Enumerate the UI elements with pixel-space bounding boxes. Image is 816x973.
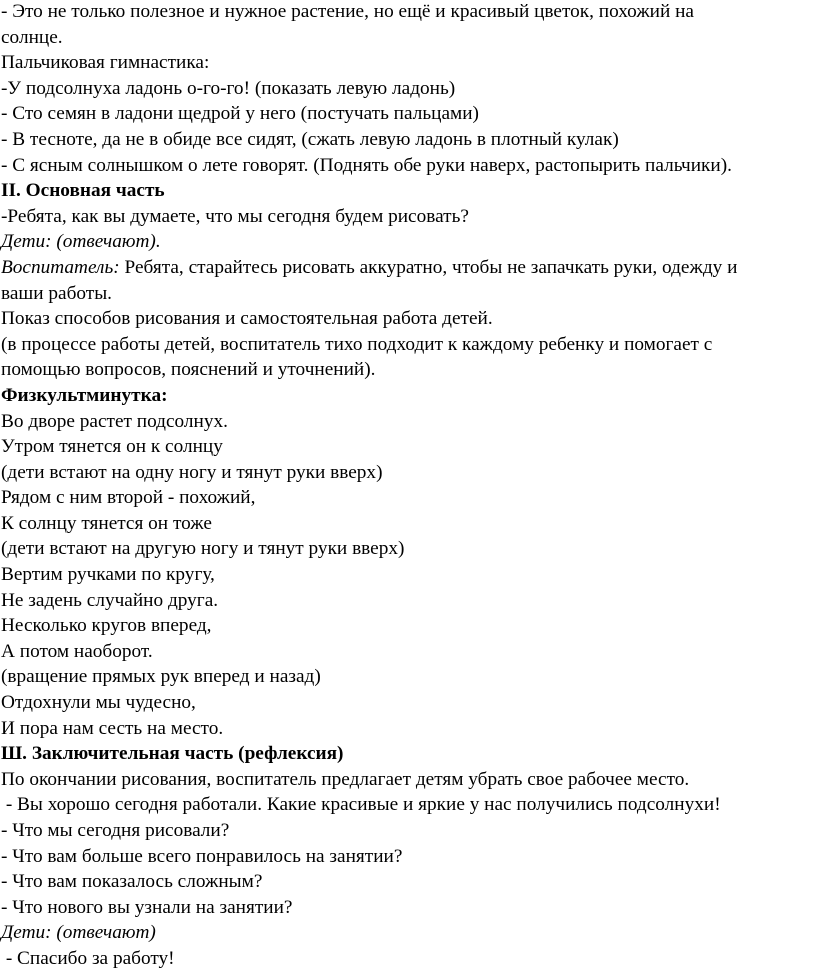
poem-line: Вертим ручками по кругу, <box>1 564 215 586</box>
finger-gym-line: - В тесноте, да не в обиде все сидят, (сжать левую ладонь в плотный кулак) <box>1 128 619 150</box>
praise-line: - Вы хорошо сегодня работали. Какие красивые и яркие у нас получились подсолнухи! <box>1 794 721 816</box>
poem-line: (дети встают на одну ногу и тянут руки вверх) <box>1 461 383 483</box>
children-answer: Дети: (отвечают). <box>1 231 161 253</box>
finger-gym-title: Пальчиковая гимнастика: <box>1 52 210 74</box>
main-part-heading: II. Основная часть <box>1 180 165 202</box>
reflection-question: - Что вам показалось сложным? <box>1 871 263 893</box>
document-page <box>1 0 811 972</box>
teacher-label: Воспитатель: <box>1 256 120 278</box>
poem-line: (вращение прямых рук вперед и назад) <box>1 666 321 688</box>
poem-line: К солнцу тянется он тоже <box>1 512 212 534</box>
process-line: (в процессе работы детей, воспитатель тихо подходит к каждому ребенку и помогает с <box>1 333 713 355</box>
teacher-remark <box>1 255 811 281</box>
intro-line: солнце. <box>1 26 63 48</box>
finger-gym-line: - Сто семян в ладони щедрой у него (постучать пальцами) <box>1 103 479 125</box>
final-part-heading: Ш. Заключительная часть (рефлексия) <box>1 743 344 765</box>
poem-line: Утром тянется он к солнцу <box>1 436 223 458</box>
reflection-question: - Что мы сегодня рисовали? <box>1 820 230 841</box>
reflection-question: - Что вам больше всего понравилось на занятии? <box>1 845 403 867</box>
teacher-remark-text: Ребята, старайтесь рисовать аккуратно, чтобы не запачкать руки, одежду и <box>119 256 738 278</box>
poem-line: И пора нам сесть на место. <box>1 717 224 739</box>
physical-minute-title: Физкультминутка: <box>1 384 168 406</box>
poem-line: Во дворе растет подсолнух. <box>1 410 228 432</box>
teacher-question: -Ребята, как вы думаете, что мы сегодня будем рисовать? <box>1 205 469 227</box>
poem-line: Рядом с ним второй - похожий, <box>1 487 256 509</box>
teacher-remark-continuation: ваши работы. <box>1 282 112 304</box>
process-line: помощью вопросов, пояснений и уточнений). <box>1 359 376 381</box>
intro-line: - Это не только полезное и нужное растение, но ещё и красивый цветок, похожий на <box>1 1 694 22</box>
demo-line: Показ способов рисования и самостоятельная работа детей. <box>1 308 493 330</box>
poem-line: Несколько кругов вперед, <box>1 615 212 637</box>
poem-line: (дети встают на другую ногу и тянут руки вверх) <box>1 538 405 560</box>
children-answer: Дети: (отвечают) <box>1 922 156 944</box>
thanks-line: - Спасибо за работу! <box>1 947 175 969</box>
poem-line: Не задень случайно друга. <box>1 589 219 611</box>
finger-gym-line: - С ясным солнышком о лете говорят. (Поднять обе руки наверх, растопырить пальчики). <box>1 154 732 176</box>
final-instruction: По окончании рисования, воспитатель предлагает детям убрать свое рабочее место. <box>1 768 690 790</box>
reflection-question: - Что нового вы узнали на занятии? <box>1 896 293 918</box>
poem-line: Отдохнули мы чудесно, <box>1 692 196 714</box>
finger-gym-line: -У подсолнуха ладонь о-го-го! (показать левую ладонь) <box>1 77 456 99</box>
poem-line: А потом наоборот. <box>1 640 153 662</box>
